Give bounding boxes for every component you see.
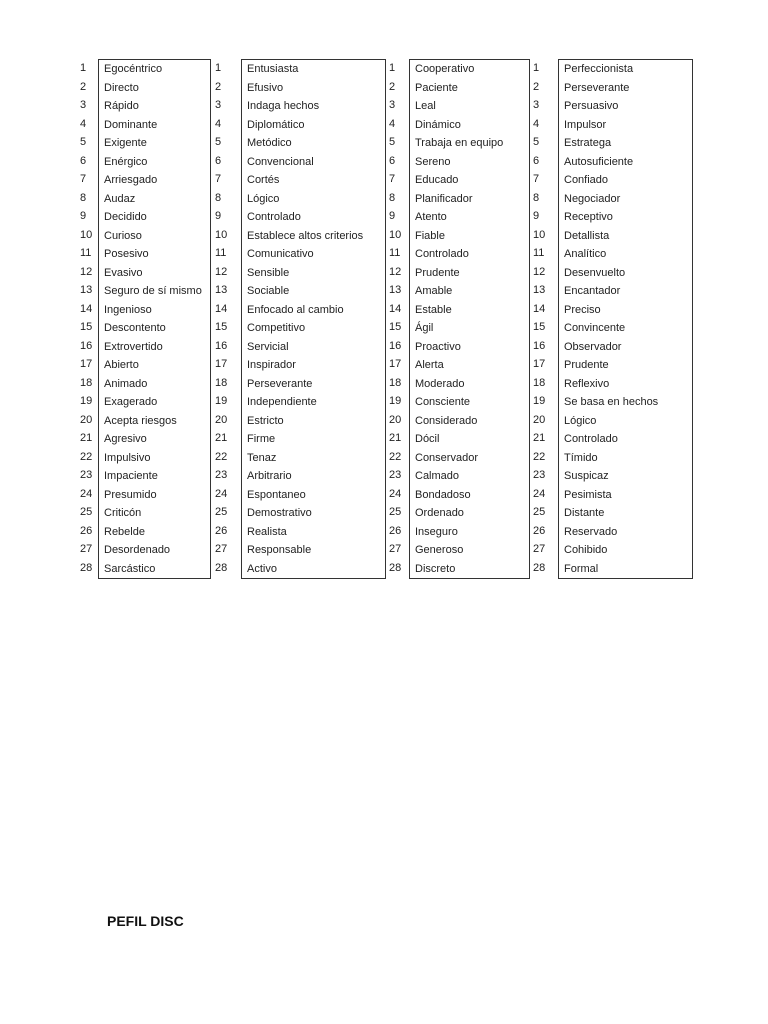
adjective-item: Analítico bbox=[564, 248, 607, 260]
adjective-item: Posesivo bbox=[104, 248, 149, 260]
row-number: 4 bbox=[215, 117, 222, 130]
row-number: 11 bbox=[215, 247, 227, 259]
adjective-item: Proactivo bbox=[415, 340, 461, 353]
adjective-item: Acepta riesgos bbox=[104, 414, 177, 427]
adjective-item: Dominante bbox=[104, 118, 158, 131]
adjective-item: Comunicativo bbox=[247, 248, 314, 260]
row-number: 21 bbox=[215, 432, 228, 444]
row-number: 20 bbox=[80, 413, 93, 426]
adjective-item: Detallista bbox=[564, 229, 610, 242]
adjective-item: Persuasivo bbox=[564, 100, 619, 112]
adjective-item: Ágil bbox=[415, 322, 434, 334]
row-number: 27 bbox=[80, 543, 93, 555]
adjective-item: Controlado bbox=[564, 433, 618, 445]
adjective-item: Leal bbox=[415, 100, 436, 112]
row-number: 8 bbox=[533, 191, 540, 204]
adjective-item: Decidido bbox=[104, 211, 147, 223]
row-number: 17 bbox=[215, 358, 228, 370]
row-number: 20 bbox=[389, 413, 402, 426]
adjective-item: Establece altos criterios bbox=[247, 229, 364, 242]
row-number: 23 bbox=[389, 469, 402, 481]
adjective-item: Educado bbox=[415, 174, 459, 186]
row-number: 5 bbox=[533, 136, 540, 148]
adjective-item: Consciente bbox=[415, 396, 471, 408]
row-number: 4 bbox=[533, 117, 540, 130]
row-number: 7 bbox=[533, 173, 540, 185]
adjective-item: Espontaneo bbox=[247, 488, 306, 501]
adjective-item: Independiente bbox=[247, 396, 317, 408]
adjective-item: Dinámico bbox=[415, 118, 461, 131]
row-number: 2 bbox=[533, 80, 540, 93]
row-number: 6 bbox=[533, 154, 540, 167]
adjective-item: Indaga hechos bbox=[247, 100, 320, 112]
row-number: 8 bbox=[389, 191, 396, 204]
adjective-item: Observador bbox=[564, 340, 622, 353]
adjective-item: Reservado bbox=[564, 525, 618, 538]
row-number: 14 bbox=[389, 302, 402, 315]
row-number: 28 bbox=[215, 561, 228, 574]
row-number: 1 bbox=[215, 62, 222, 74]
row-number: 26 bbox=[215, 524, 228, 537]
row-number: 2 bbox=[80, 80, 87, 93]
row-number: 25 bbox=[215, 506, 228, 518]
row-number: 1 bbox=[389, 62, 396, 74]
adjective-item: Amable bbox=[415, 285, 453, 297]
row-number: 17 bbox=[533, 358, 546, 370]
adjective-item: Perfeccionista bbox=[564, 63, 634, 75]
adjective-item: Impulsivo bbox=[104, 451, 151, 464]
adjective-item: Prudente bbox=[415, 266, 460, 279]
row-number: 10 bbox=[533, 228, 546, 241]
adjective-item: Agresivo bbox=[104, 433, 147, 445]
adjective-item: Planificador bbox=[415, 192, 473, 205]
adjective-item: Impulsor bbox=[564, 118, 607, 131]
adjective-item: Receptivo bbox=[564, 211, 613, 223]
row-number: 5 bbox=[215, 136, 222, 148]
adjective-item: Estable bbox=[415, 303, 452, 316]
row-number: 21 bbox=[533, 432, 546, 444]
adjective-item: Encantador bbox=[564, 285, 621, 297]
row-number: 19 bbox=[215, 395, 228, 407]
row-number: 28 bbox=[80, 561, 93, 574]
adjective-list bbox=[409, 59, 530, 579]
adjective-item: Perseverante bbox=[247, 377, 313, 390]
row-number: 6 bbox=[389, 154, 396, 167]
adjective-item: Exagerado bbox=[104, 396, 158, 408]
adjective-item: Sarcástico bbox=[104, 562, 156, 575]
row-number: 8 bbox=[215, 191, 222, 204]
row-number: 21 bbox=[80, 432, 93, 444]
row-number: 19 bbox=[389, 395, 402, 407]
adjective-item: Servicial bbox=[247, 340, 289, 353]
row-number: 3 bbox=[80, 99, 87, 111]
row-number: 16 bbox=[389, 339, 402, 352]
row-number: 5 bbox=[389, 136, 396, 148]
adjective-list bbox=[558, 59, 693, 579]
adjective-item: Inspirador bbox=[247, 359, 296, 371]
row-number: 25 bbox=[389, 506, 402, 518]
adjective-item: Prudente bbox=[564, 359, 609, 371]
row-number: 22 bbox=[80, 450, 93, 463]
row-number: 4 bbox=[389, 117, 396, 130]
row-number: 26 bbox=[533, 524, 546, 537]
row-number: 24 bbox=[215, 487, 228, 500]
adjective-item: Controlado bbox=[247, 211, 301, 223]
adjective-item: Evasivo bbox=[104, 266, 143, 279]
adjective-item: Perseverante bbox=[564, 81, 630, 94]
row-number: 26 bbox=[80, 524, 93, 537]
adjective-item: Descontento bbox=[104, 322, 166, 334]
adjective-item: Abierto bbox=[104, 359, 139, 371]
row-number: 24 bbox=[80, 487, 93, 500]
row-number: 14 bbox=[215, 302, 228, 315]
adjective-column-1 bbox=[80, 59, 211, 579]
adjective-item: Paciente bbox=[415, 81, 458, 94]
adjective-item: Moderado bbox=[415, 377, 465, 390]
row-number: 10 bbox=[215, 228, 228, 241]
row-number: 2 bbox=[215, 80, 222, 93]
adjective-item: Demostrativo bbox=[247, 507, 312, 519]
row-number: 10 bbox=[80, 228, 93, 241]
row-numbers bbox=[533, 59, 558, 579]
adjective-item: Desenvuelto bbox=[564, 266, 626, 279]
adjective-item: Lógico bbox=[247, 192, 280, 205]
adjective-item: Autosuficiente bbox=[564, 155, 634, 168]
adjective-item: Sociable bbox=[247, 285, 290, 297]
row-number: 3 bbox=[215, 99, 222, 111]
row-number: 15 bbox=[389, 321, 402, 333]
adjective-item: Activo bbox=[247, 562, 277, 575]
row-number: 6 bbox=[215, 154, 222, 167]
row-number: 9 bbox=[389, 210, 396, 222]
row-number: 8 bbox=[80, 191, 87, 204]
adjective-item: Diplomático bbox=[247, 118, 305, 131]
adjective-item: Convencional bbox=[247, 155, 314, 168]
row-number: 6 bbox=[80, 154, 87, 167]
row-number: 20 bbox=[215, 413, 228, 426]
row-number: 10 bbox=[389, 228, 402, 241]
adjective-item: Ordenado bbox=[415, 507, 464, 519]
adjective-column-2 bbox=[215, 59, 386, 579]
row-number: 19 bbox=[80, 395, 93, 407]
row-number: 15 bbox=[215, 321, 228, 333]
row-number: 13 bbox=[80, 284, 93, 296]
row-number: 3 bbox=[533, 99, 540, 111]
adjective-item: Impaciente bbox=[104, 470, 158, 482]
adjective-item: Suspicaz bbox=[564, 470, 609, 482]
row-number: 18 bbox=[389, 376, 402, 389]
adjective-item: Arbitrario bbox=[247, 470, 292, 482]
row-number: 15 bbox=[80, 321, 93, 333]
adjective-item: Convincente bbox=[564, 322, 626, 334]
adjective-item: Lógico bbox=[564, 414, 597, 427]
adjective-item: Formal bbox=[564, 562, 599, 575]
adjective-list bbox=[98, 59, 211, 579]
row-number: 11 bbox=[389, 247, 401, 259]
row-number: 16 bbox=[533, 339, 546, 352]
adjective-item: Metódico bbox=[247, 137, 292, 149]
adjective-item: Reflexivo bbox=[564, 377, 610, 390]
row-number: 27 bbox=[389, 543, 402, 555]
row-number: 13 bbox=[389, 284, 402, 296]
adjective-item: Negociador bbox=[564, 192, 621, 205]
adjective-item: Pesimista bbox=[564, 488, 612, 501]
adjective-item: Enfocado al cambio bbox=[247, 303, 344, 316]
row-number: 18 bbox=[533, 376, 546, 389]
adjective-item: Generoso bbox=[415, 544, 464, 556]
row-number: 17 bbox=[80, 358, 93, 370]
row-number: 7 bbox=[389, 173, 396, 185]
adjective-item: Estratega bbox=[564, 137, 612, 149]
adjective-item: Criticón bbox=[104, 507, 142, 519]
adjective-item: Preciso bbox=[564, 303, 601, 316]
row-number: 13 bbox=[533, 284, 546, 296]
row-number: 9 bbox=[80, 210, 87, 222]
row-number: 2 bbox=[389, 80, 396, 93]
row-number: 12 bbox=[215, 265, 228, 278]
adjective-item: Entusiasta bbox=[247, 63, 299, 75]
adjective-item: Atento bbox=[415, 211, 447, 223]
adjective-item: Alerta bbox=[415, 359, 444, 371]
row-number: 12 bbox=[389, 265, 402, 278]
row-number: 20 bbox=[533, 413, 546, 426]
adjective-item: Cortés bbox=[247, 174, 280, 186]
row-number: 19 bbox=[533, 395, 546, 407]
row-number: 27 bbox=[533, 543, 546, 555]
adjective-item: Rebelde bbox=[104, 525, 145, 538]
adjective-item: Animado bbox=[104, 377, 148, 390]
row-numbers bbox=[389, 59, 409, 579]
adjective-item: Firme bbox=[247, 433, 276, 445]
adjective-item: Calmado bbox=[415, 470, 460, 482]
adjective-item: Confiado bbox=[564, 174, 609, 186]
row-number: 27 bbox=[215, 543, 228, 555]
row-number: 4 bbox=[80, 117, 87, 130]
row-number: 23 bbox=[533, 469, 546, 481]
row-number: 16 bbox=[80, 339, 93, 352]
adjective-item: Sensible bbox=[247, 266, 290, 279]
adjective-item: Realista bbox=[247, 525, 287, 538]
adjective-item: Egocéntrico bbox=[104, 63, 163, 75]
adjective-item: Cooperativo bbox=[415, 63, 475, 75]
row-number: 9 bbox=[533, 210, 540, 222]
adjective-item: Tenaz bbox=[247, 451, 277, 464]
adjective-list bbox=[241, 59, 386, 579]
adjective-item: Inseguro bbox=[415, 525, 458, 538]
row-number: 18 bbox=[80, 376, 93, 389]
adjective-item: Curioso bbox=[104, 229, 142, 242]
row-number: 23 bbox=[80, 469, 93, 481]
row-number: 24 bbox=[533, 487, 546, 500]
row-number: 22 bbox=[389, 450, 402, 463]
row-number: 23 bbox=[215, 469, 228, 481]
adjective-item: Arriesgado bbox=[104, 174, 158, 186]
adjective-item: Conservador bbox=[415, 451, 478, 464]
row-number: 13 bbox=[215, 284, 228, 296]
adjective-item: Enérgico bbox=[104, 155, 148, 168]
row-number: 25 bbox=[80, 506, 93, 518]
row-number: 17 bbox=[389, 358, 402, 370]
adjective-item: Discreto bbox=[415, 562, 456, 575]
row-number: 7 bbox=[215, 173, 222, 185]
adjective-item: Fiable bbox=[415, 229, 445, 242]
row-number: 24 bbox=[389, 487, 402, 500]
row-number: 12 bbox=[80, 265, 93, 278]
row-number: 14 bbox=[80, 302, 93, 315]
adjective-item: Sereno bbox=[415, 155, 451, 168]
adjective-item: Tímido bbox=[564, 451, 598, 464]
row-number: 1 bbox=[533, 62, 540, 74]
row-number: 9 bbox=[215, 210, 222, 222]
adjective-item: Exigente bbox=[104, 137, 147, 149]
adjective-item: Responsable bbox=[247, 544, 312, 556]
row-number: 11 bbox=[80, 247, 92, 259]
adjective-item: Extrovertido bbox=[104, 340, 163, 353]
row-number: 3 bbox=[389, 99, 396, 111]
row-number: 28 bbox=[533, 561, 546, 574]
row-number: 21 bbox=[389, 432, 402, 444]
row-number: 5 bbox=[80, 136, 87, 148]
adjective-item: Ingenioso bbox=[104, 303, 152, 316]
row-number: 22 bbox=[215, 450, 228, 463]
adjective-item: Competitivo bbox=[247, 322, 306, 334]
adjective-item: Distante bbox=[564, 507, 605, 519]
adjective-item: Dócil bbox=[415, 433, 440, 445]
row-number: 12 bbox=[533, 265, 546, 278]
row-number: 22 bbox=[533, 450, 546, 463]
adjective-item: Bondadoso bbox=[415, 488, 471, 501]
adjective-item: Considerado bbox=[415, 414, 478, 427]
row-number: 28 bbox=[389, 561, 402, 574]
row-number: 18 bbox=[215, 376, 228, 389]
adjective-item: Trabaja en equipo bbox=[415, 137, 504, 149]
row-numbers bbox=[80, 59, 98, 579]
row-number: 15 bbox=[533, 321, 546, 333]
adjective-column-4 bbox=[533, 59, 693, 579]
adjective-item: Audaz bbox=[104, 192, 136, 205]
row-number: 16 bbox=[215, 339, 228, 352]
row-number: 1 bbox=[80, 62, 87, 74]
adjective-item: Se basa en hechos bbox=[564, 396, 659, 408]
adjective-item: Seguro de sí mismo bbox=[104, 285, 202, 297]
adjective-column-3 bbox=[389, 59, 530, 579]
adjective-item: Presumido bbox=[104, 488, 157, 501]
adjective-item: Efusivo bbox=[247, 81, 284, 94]
adjective-item: Controlado bbox=[415, 248, 469, 260]
adjective-item: Desordenado bbox=[104, 544, 171, 556]
adjective-item: Estricto bbox=[247, 414, 284, 427]
document-title: PEFIL DISC bbox=[107, 913, 184, 929]
adjective-item: Directo bbox=[104, 81, 139, 94]
row-numbers bbox=[215, 59, 241, 579]
adjective-item: Rápido bbox=[104, 100, 139, 112]
row-number: 7 bbox=[80, 173, 87, 185]
adjective-item: Cohibido bbox=[564, 544, 608, 556]
row-number: 25 bbox=[533, 506, 546, 518]
row-number: 11 bbox=[533, 247, 545, 259]
row-number: 14 bbox=[533, 302, 546, 315]
row-number: 26 bbox=[389, 524, 402, 537]
